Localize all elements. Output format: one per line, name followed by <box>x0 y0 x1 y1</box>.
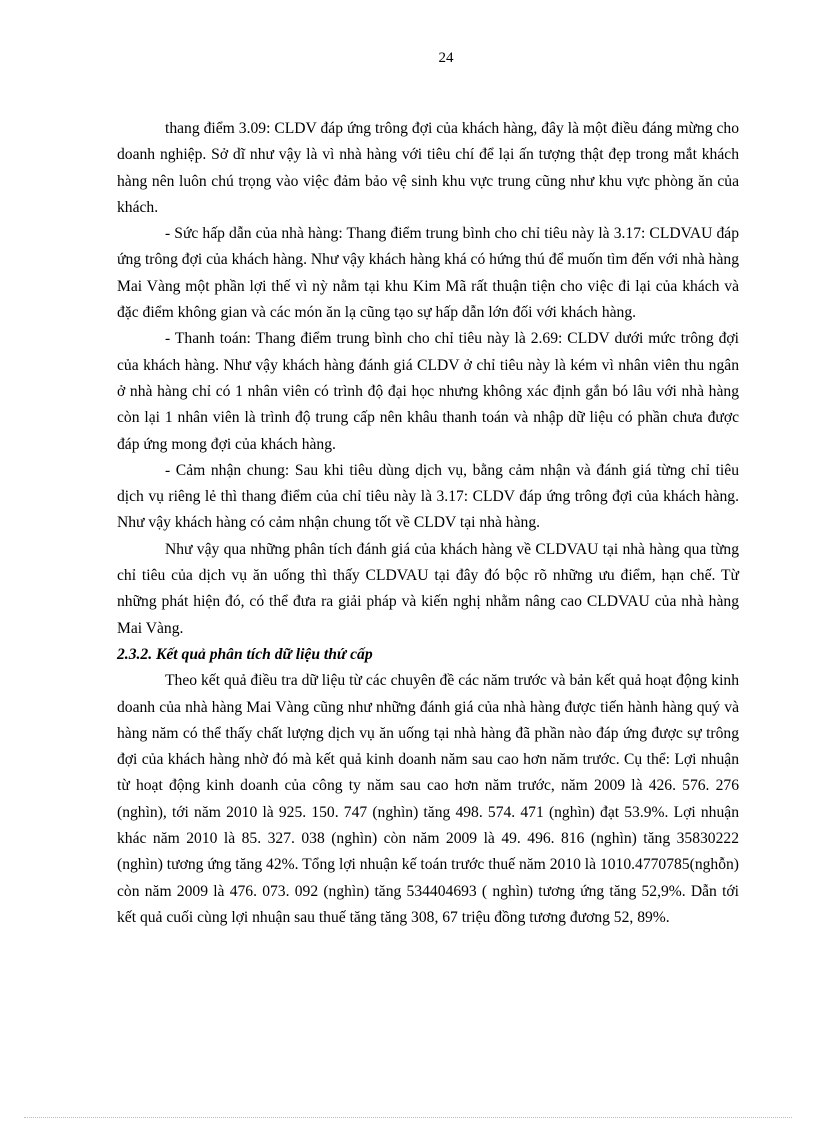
document-body <box>117 116 739 931</box>
page-number: 24 <box>438 50 454 66</box>
paragraph-overall-perception: - Cảm nhận chung: Sau khi tiêu dùng dịch vụ, bằng cảm nhận và đánh giá từng chỉ tiêu dịch vụ riêng lẻ thì thang điểm của chỉ tiêu này là 3.17: CLDV đáp ứng trông đợi của khách hàng. Như vậy khách hàng có cảm nhận chung tốt về CLDV tại nhà hàng. <box>117 461 739 532</box>
section-heading: 2.3.2. Kết quả phân tích dữ liệu thứ cấp <box>117 645 373 663</box>
paragraph-secondary-data: Theo kết quả điều tra dữ liệu từ các chuyên đề các năm trước và bản kết quả hoạt động kinh doanh của nhà hàng Mai Vàng cũng như những đánh giá của nhà hàng được tiến hành hàng quý và hàng năm có thể thấy chất lượng dịch vụ ăn uống tại nhà hàng đã phần nào đáp ứng được sự trông đợi của khách hàng nhờ đó mà kết quả kinh doanh năm sau cao hơn năm trước. Cụ thể: Lợi nhuận từ hoạt động kinh doanh của công ty năm sau cao hơn năm trước, năm 2009 là 426. 576. 276 (nghìn), tới năm 2010 là 925. 150. 747 (nghìn) tăng 498. 574. 471 (nghìn) đạt 53.9%. Lợi nhuận khác năm 2010 là 85. 327. 038 (nghìn) còn năm 2009 là 49. 496. 816 (nghìn) tăng 35830222 (nghìn) tương ứng tăng 42%. Tổng lợi nhuận kế toán trước thuế năm 2010 là 1010.4770785(nghỗn) còn năm 2009 là 476. 073. 092 (nghìn) tăng 534404693 ( nghìn) tương ứng tăng 52,9%. Dẫn tới kết quả cuối cùng lợi nhuận sau thuế tăng tăng 308, 67 triệu đồng tương đương 52, 89%. <box>117 672 739 926</box>
footer-divider <box>24 1117 792 1118</box>
paragraph-attractiveness: - Sức hấp dẫn của nhà hàng: Thang điểm trung bình cho chỉ tiêu này là 3.17: CLDVAU đáp ứng trông đợi của khách hàng. Như vậy khách hàng khá có hứng thú để muốn tìm đến với nhà hàng Mai Vàng một phần lợi thế vì nỳ nằm tại khu Kim Mã rất thuận tiện cho việc đi lại của khách và đặc điểm không gian và các món ăn lạ cũng tạo sự hấp dẫn lớn đối với khách hàng. <box>117 225 739 322</box>
paragraph-payment: - Thanh toán: Thang điểm trung bình cho chỉ tiêu này là 2.69: CLDV dưới mức trông đợi của khách hàng. Như vậy khách hàng đánh giá CLDV ở chỉ tiêu này là kém vì nhân viên thu ngân ở nhà hàng chỉ có 1 nhân viên có trình độ đại học nhưng không xác định gắn bó lâu với nhà hàng còn lại 1 nhân viên là trình độ trung cấp nên khâu thanh toán và nhập dữ liệu có phần chưa được đáp ứng mong đợi của khách hàng. <box>117 330 739 453</box>
paragraph-hygiene: thang điểm 3.09: CLDV đáp ứng trông đợi của khách hàng, đây là một điều đáng mừng cho doanh nghiệp. Sở dĩ như vậy là vì nhà hàng với tiêu chí để lại ấn tượng thật đẹp trong mắt khách hàng nên luôn chú trọng vào việc đảm bảo vệ sinh khu vực trung cũng như khu vực phòng ăn của khách. <box>117 120 739 216</box>
paragraph-summary: Như vậy qua những phân tích đánh giá của khách hàng về CLDVAU tại nhà hàng qua từng chỉ tiêu của dịch vụ ăn uống thì thấy CLDVAU tại đây đó bộc rõ những ưu điểm, hạn chế. Từ những phát hiện đó, có thể đưa ra giải pháp và kiến nghị nhằm nâng cao CLDVAU của nhà hàng Mai Vàng. <box>117 540 739 637</box>
